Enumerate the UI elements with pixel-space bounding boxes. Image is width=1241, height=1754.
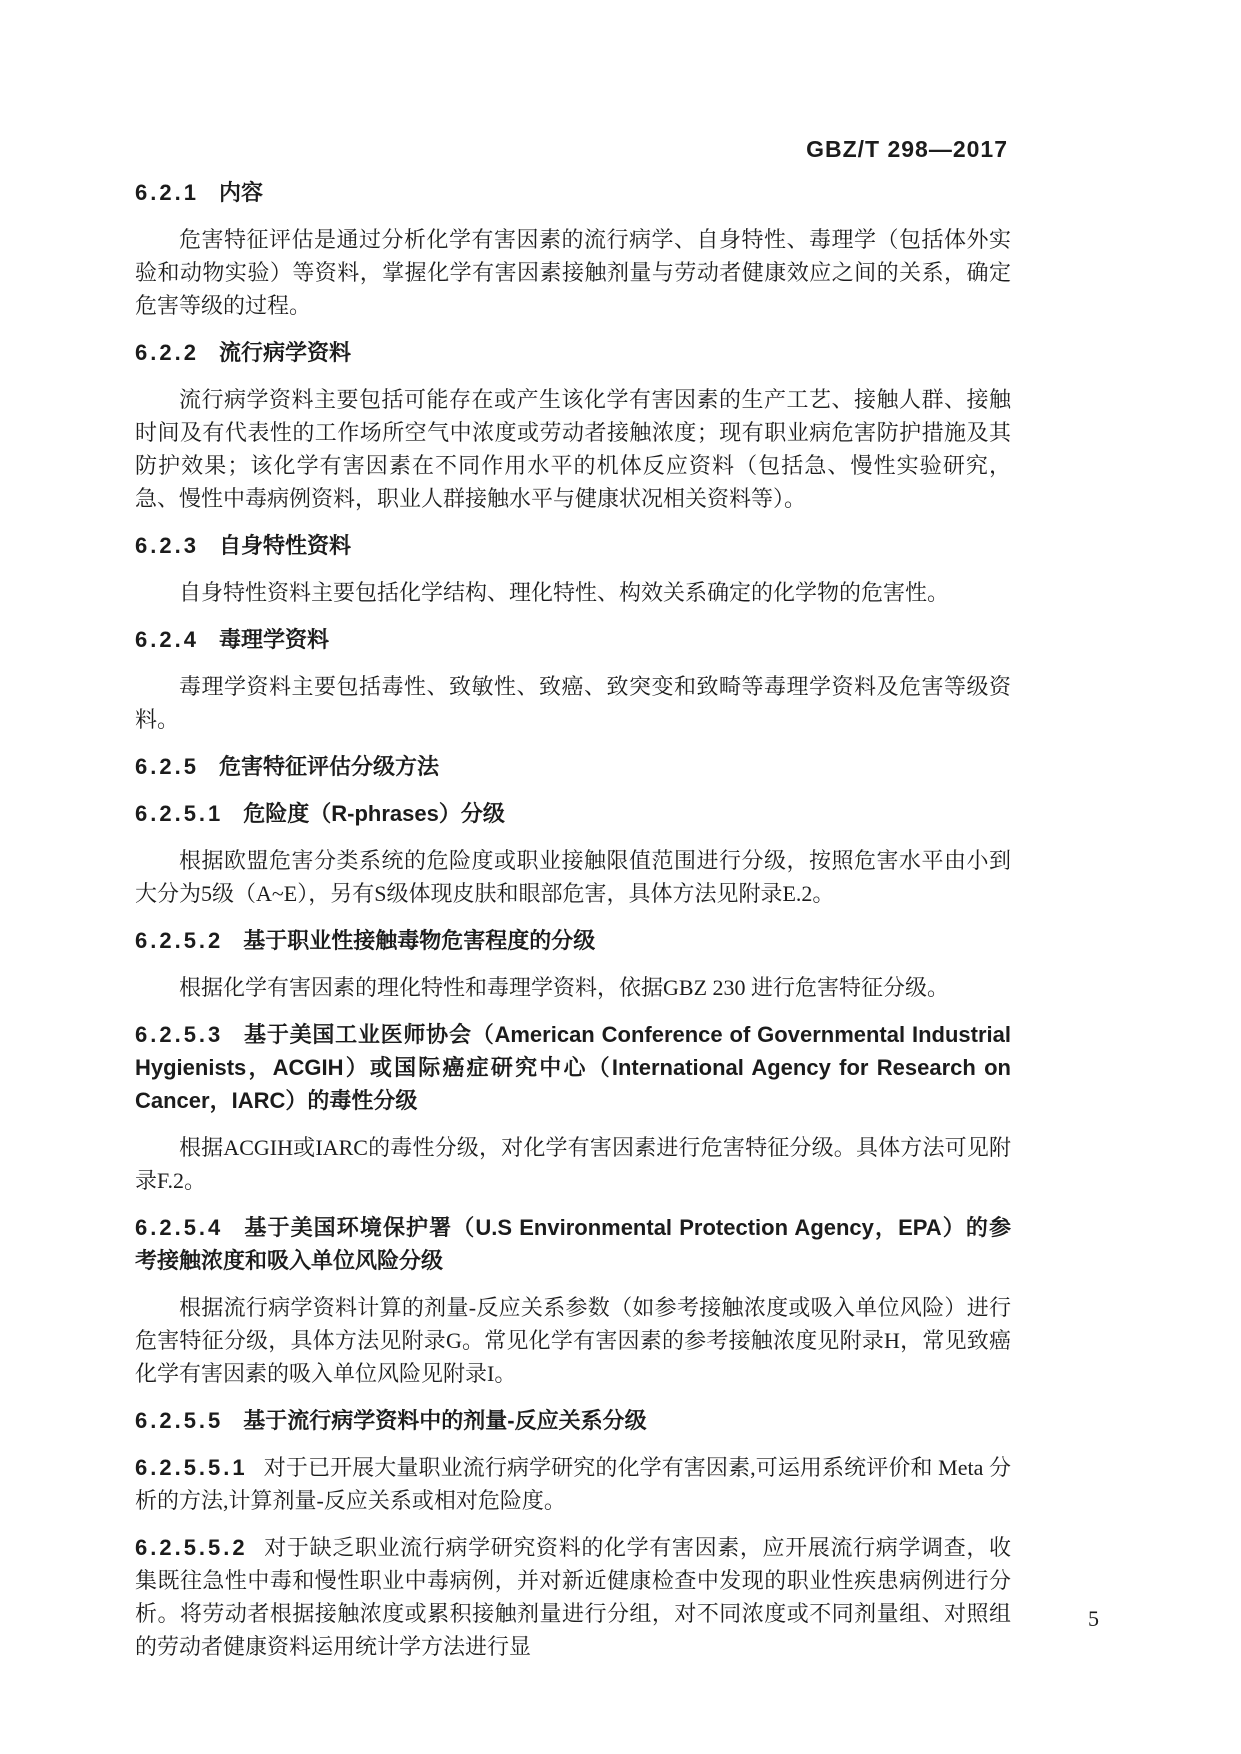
clause-number: 6.2.5.5.2 [135,1535,248,1560]
section-number: 6.2.5.2 [135,928,224,953]
section-heading-6-2-5-2 [135,924,1011,957]
paragraph: 根据流行病学资料计算的剂量-反应关系参数（如参考接触浓度或吸入单位风险）进行危害特征分级，具体方法见附录G。常见化学有害因素的参考接触浓度见附录H，常见致癌化学有害因素的吸入单位风险见附录I。 [135,1295,1011,1386]
section-number: 6.2.5.3 [135,1022,224,1047]
section-title: 基于流行病学资料中的剂量-反应关系分级 [243,1408,647,1433]
paragraph: 毒理学资料主要包括毒性、致敏性、致癌、致突变和致畸等毒理学资料及危害等级资料。 [135,674,1011,732]
section-title: 危险度（R-phrases）分级 [243,801,505,826]
clause-paragraph-6-2-5-5-1 [135,1451,1011,1517]
section-number: 6.2.1 [135,180,199,205]
section-heading-6-2-2 [135,336,1011,369]
section-heading-6-2-4 [135,623,1011,656]
section-title: 内容 [218,180,263,205]
section-heading-6-2-5 [135,750,1011,783]
clause-text: 对于已开展大量职业流行病学研究的化学有害因素,可运用系统评价和 Meta 分析的方法,计算剂量-反应关系或相对危险度。 [135,1455,1011,1513]
section-heading-6-2-5-1 [135,797,1011,830]
clause-paragraph-6-2-5-5-2 [135,1531,1011,1663]
paragraph: 根据ACGIH或IARC的毒性分级，对化学有害因素进行危害特征分级。具体方法可见附录F.2。 [135,1135,1011,1193]
standard-number-header: GBZ/T 298—2017 [806,136,1008,162]
page-content [135,176,1011,1677]
section-number: 6.2.5.1 [135,801,224,826]
section-title: 危害特征评估分级方法 [218,754,439,779]
section-heading-6-2-3 [135,529,1011,562]
section-title: 基于美国环境保护署（U.S Environmental Protection Agency，EPA）的参考接触浓度和吸入单位风险分级 [135,1215,1011,1273]
section-number: 6.2.3 [135,533,199,558]
clause-number: 6.2.5.5.1 [135,1455,248,1480]
paragraph: 根据欧盟危害分类系统的危险度或职业接触限值范围进行分级，按照危害水平由小到大分为5级（A~E），另有S级体现皮肤和眼部危害，具体方法见附录E.2。 [135,848,1011,906]
clause-text: 对于缺乏职业流行病学研究资料的化学有害因素，应开展流行病学调查，收集既往急性中毒和慢性职业中毒病例，并对新近健康检查中发现的职业性疾患病例进行分析。将劳动者根据接触浓度或累积接触剂量进行分组，对不同浓度或不同剂量组、对照组的劳动者健康资料运用统计学方法进行显 [135,1535,1011,1659]
section-number: 6.2.5.4 [135,1215,224,1240]
section-title: 基于职业性接触毒物危害程度的分级 [243,928,596,953]
section-number: 6.2.2 [135,340,199,365]
section-number: 6.2.4 [135,627,199,652]
section-number: 6.2.5 [135,754,199,779]
section-heading-6-2-5-5 [135,1404,1011,1437]
paragraph: 危害特征评估是通过分析化学有害因素的流行病学、自身特性、毒理学（包括体外实验和动物实验）等资料，掌握化学有害因素接触剂量与劳动者健康效应之间的关系，确定危害等级的过程。 [135,227,1011,318]
section-title: 流行病学资料 [218,340,351,365]
section-heading-6-2-5-4 [135,1211,1011,1277]
section-title: 毒理学资料 [218,627,329,652]
section-heading-6-2-5-3 [135,1018,1011,1117]
paragraph: 根据化学有害因素的理化特性和毒理学资料，依据GBZ 230 进行危害特征分级。 [179,975,950,1000]
paragraph: 流行病学资料主要包括可能存在或产生该化学有害因素的生产工艺、接触人群、接触时间及有代表性的工作场所空气中浓度或劳动者接触浓度；现有职业病危害防护措施及其防护效果；该化学有害因素在不同作用水平的机体反应资料（包括急、慢性实验研究，急、慢性中毒病例资料，职业人群接触水平与健康状况相关资料等）。 [135,387,1011,511]
section-title: 基于美国工业医师协会（American Conference of Governmental Industrial Hygienists，ACGIH）或国际癌症研究中心（International Agency for Research on Cancer，IARC）的毒性分级 [135,1022,1011,1113]
section-heading-6-2-1 [135,176,1011,209]
section-title: 自身特性资料 [218,533,351,558]
page-number: 5 [1088,1606,1099,1631]
paragraph: 自身特性资料主要包括化学结构、理化特性、构效关系确定的化学物的危害性。 [179,580,950,605]
section-number: 6.2.5.5 [135,1408,224,1433]
